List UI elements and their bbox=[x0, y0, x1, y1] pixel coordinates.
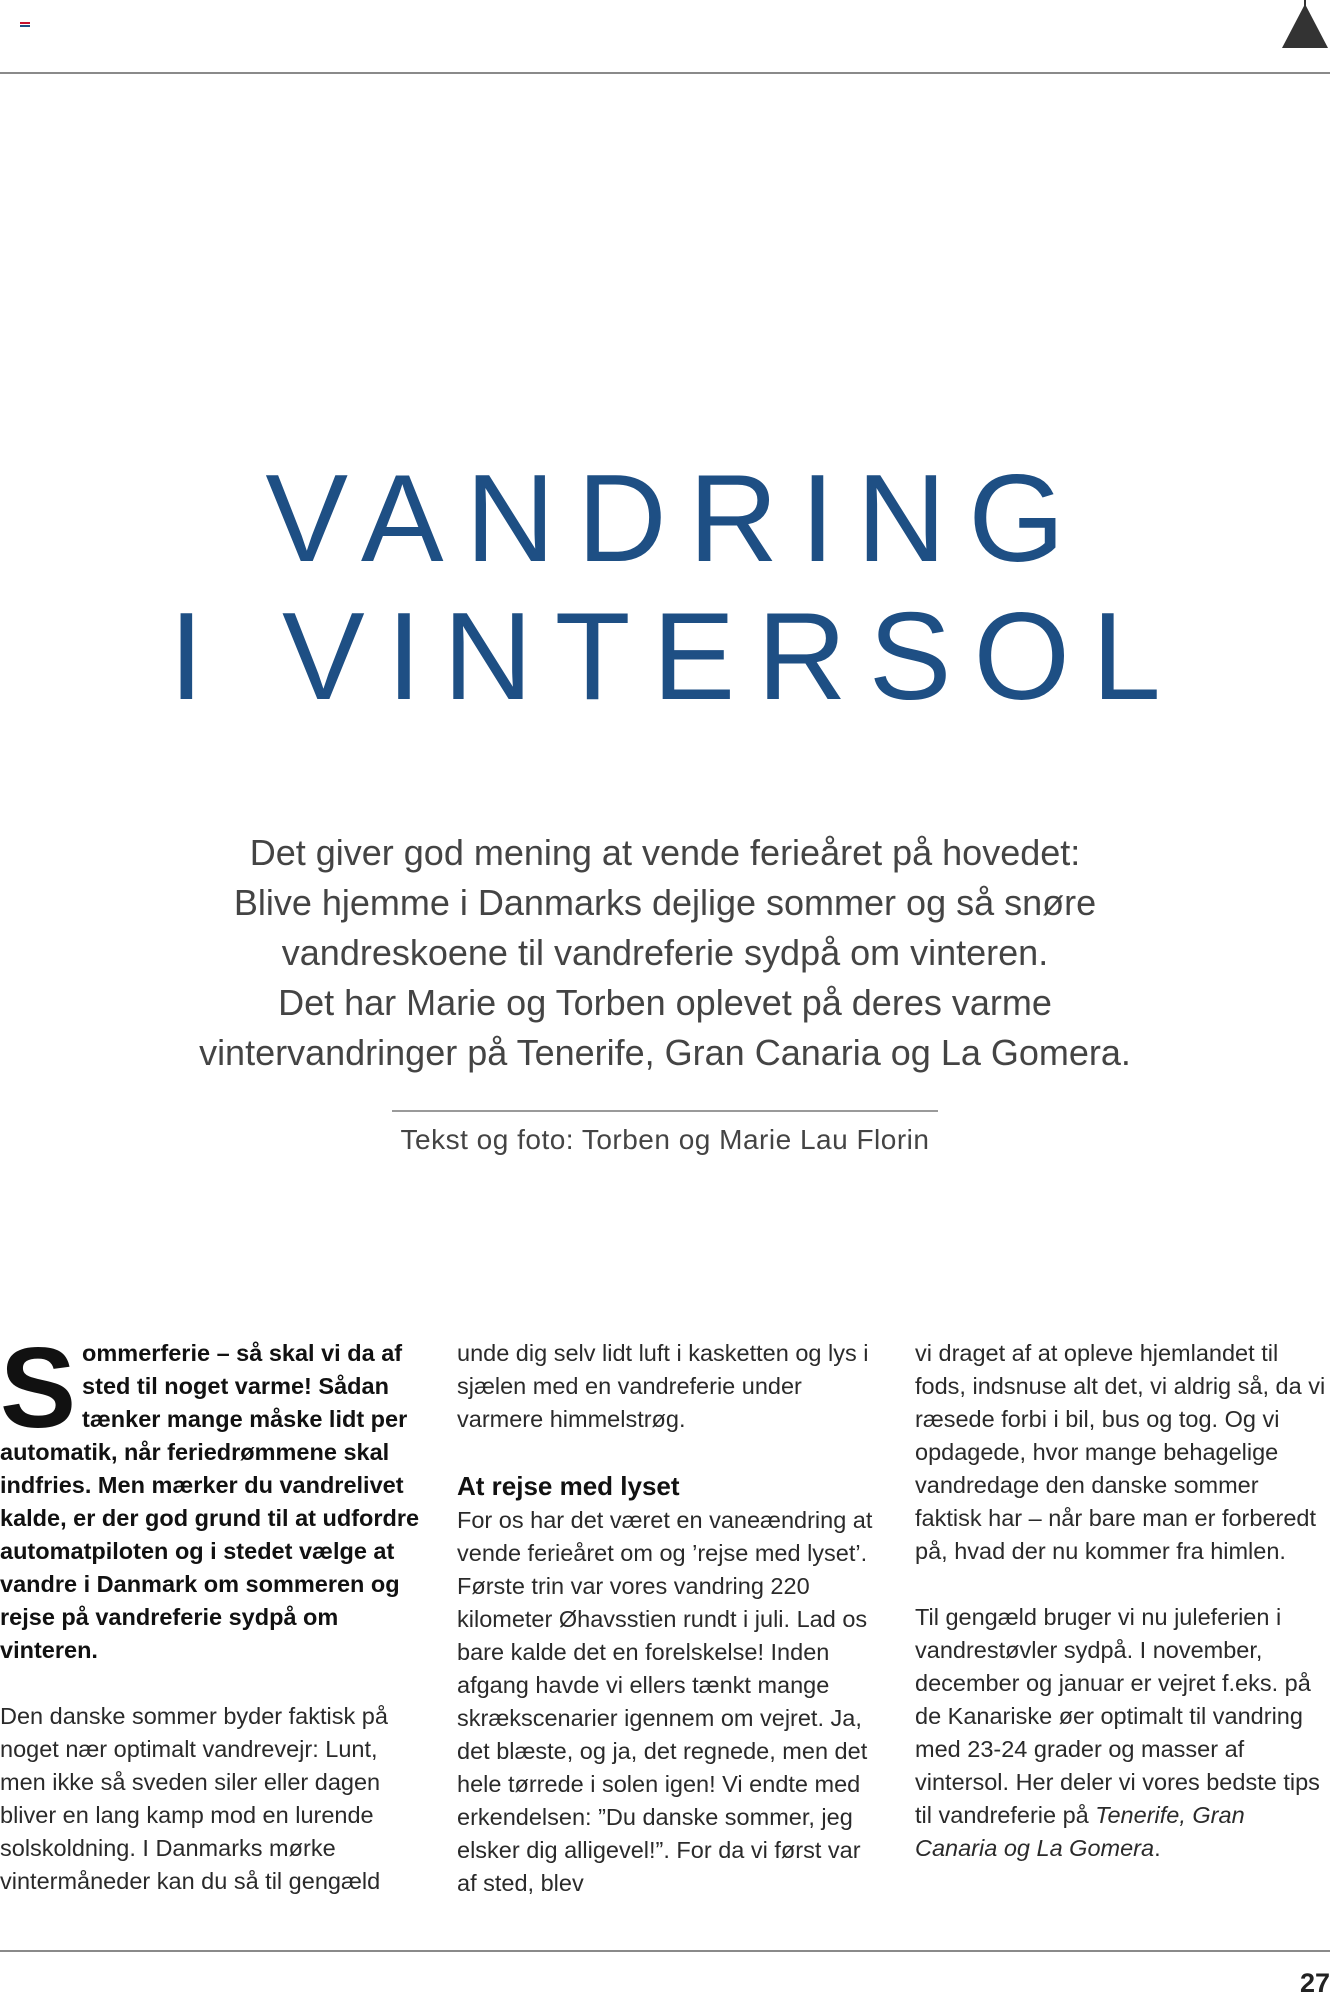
byline: Tekst og foto: Torben og Marie Lau Florin bbox=[400, 1124, 930, 1155]
paragraph-end: . bbox=[1154, 1835, 1161, 1861]
tent-icon bbox=[1280, 0, 1330, 50]
intro-line: Det har Marie og Torben oplevet på deres varme bbox=[278, 982, 1052, 1023]
destination-names: Tenerife, Gran Canaria og La Gomera bbox=[915, 1802, 1245, 1861]
intro-line: vandreskoene til vandreferie sydpå om vinteren. bbox=[281, 932, 1049, 973]
subheading: At rejse med lyset bbox=[457, 1471, 680, 1501]
paragraph-text: Til gengæld bruger vi nu juleferien i vandrestøvler sydpå. I november, december og januar er vejret f.eks. på de Kanariske øer optimalt til vandring med 23-24 grader og masser af vintersol. Her deler vi vores bedste tips til vandreferie på bbox=[915, 1604, 1320, 1828]
flag-icon bbox=[20, 22, 30, 29]
body-paragraph bbox=[915, 1601, 1330, 1865]
article-title bbox=[0, 450, 1330, 726]
lead-text: ommerferie – så skal vi da af sted til noget varme! Sådan tænker mange måske lidt per automatik, når feriedrømmene skal indfries. Men mærker du vandrelivet kalde, er der god grund til at udfordre automatpiloten og i stedet vælge at vandre i Danmark om sommeren og rejse på vandreferie sydpå om vinteren. bbox=[0, 1340, 420, 1663]
body-paragraph: For os har det været en vaneændring at vende ferieåret om og ’rejse med lyset’. Første trin var vores vandring 220 kilometer Øhavsstien rundt i juli. Lad os bare kalde det en forelskelse! Inden afgang havde vi ellers tænkt mange skrækscenarier igennem om vejret. Ja, det blæste, og ja, det regnede, men det hele tørrede i solen igen! Vi endte med erkendelsen: ”Du danske sommer, jeg elsker dig alligevel!”. For da vi først var af sted, blev bbox=[457, 1507, 873, 1896]
column-1 bbox=[0, 1325, 420, 1931]
lead-paragraph bbox=[0, 1325, 420, 1667]
column-3 bbox=[915, 1337, 1330, 1898]
header-rule bbox=[0, 72, 1330, 74]
body-paragraph: Den danske sommer byder faktisk på noget nær optimalt vandrevejr: Lunt, men ikke så sveden siler eller dagen bliver en lang kamp mod en lurende solskoldning. I Danmarks mørke vintermåneder kan du så til gengæld bbox=[0, 1703, 388, 1894]
body-paragraph: vi draget af at opleve hjemlandet til fods, indsnuse alt det, vi aldrig så, da vi ræsede forbi i bil, bus og tog. Og vi opdagede, hvor mange behagelige vandredage den danske sommer faktisk har – når bare man er forberedt på, hvad der nu kommer fra himlen. bbox=[915, 1340, 1326, 1564]
column-2 bbox=[457, 1337, 882, 1933]
title-line-2: I VINTERSOL bbox=[169, 588, 1183, 726]
intro-divider bbox=[392, 1110, 938, 1112]
intro-line: Blive hjemme i Danmarks dejlige sommer og så snøre bbox=[233, 882, 1097, 923]
drop-cap: S bbox=[0, 1325, 77, 1452]
intro-line: Det giver god mening at vende ferieåret på hovedet: bbox=[249, 832, 1081, 873]
intro-text bbox=[140, 828, 1190, 1078]
body-paragraph: unde dig selv lidt luft i kasketten og lys i sjælen med en vandreferie under varmere himmelstrøg. bbox=[457, 1340, 869, 1432]
page-number: 27 bbox=[1299, 1968, 1330, 1998]
footer-rule bbox=[0, 1950, 1330, 1952]
title-line-1: VANDRING bbox=[265, 450, 1087, 588]
intro-line: vintervandringer på Tenerife, Gran Canaria og La Gomera. bbox=[199, 1032, 1131, 1073]
